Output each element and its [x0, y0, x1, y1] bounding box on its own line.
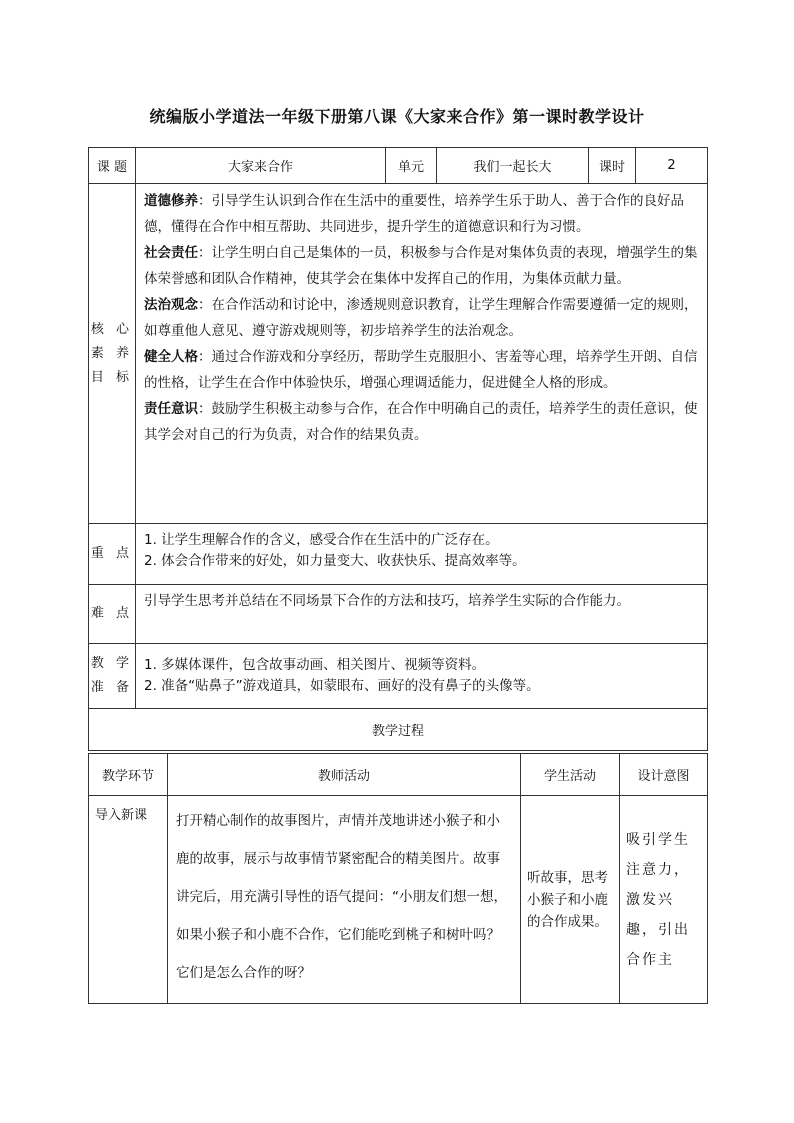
stage-cell: 导入新课	[89, 796, 168, 1004]
goal-law: 法治观念：在合作活动和讨论中，渗透规则意识教育，让学生理解合作需要遵循一定的规则，如尊重他人意见、遵守游戏规则等，初步培养学生的法治观念。	[144, 297, 698, 339]
table-row	[89, 796, 708, 1004]
key-points-content	[136, 524, 708, 585]
unit-value: 我们一起长大	[437, 148, 589, 184]
key-points-label: 重 点	[89, 524, 136, 585]
unit-label: 单元	[386, 148, 437, 184]
process-title: 教学过程	[89, 709, 708, 751]
goal-moral: 道德修养：引导学生认识到合作在生活中的重要性，培养学生乐于助人、善于合作的良好品德，懂得在合作中相互帮助、共同进步，提升学生的道德意识和行为习惯。	[144, 193, 684, 235]
goal-responsibility: 责任意识：鼓励学生积极主动参与合作，在合作中明确自己的责任，培养学生的责任意识，使其学会对自己的行为负责，对合作的结果负责。	[144, 401, 698, 443]
goal-personality: 健全人格：通过合作游戏和分享经历，帮助学生克服胆小、害羞等心理，培养学生开朗、自信的性格，让学生在合作中体验快乐，增强心理调适能力，促进健全人格的形成。	[144, 349, 698, 391]
goal-social: 社会责任：让学生明白自己是集体的一员，积极参与合作是对集体负责的表现，增强学生的集体荣誉感和团队合作精神，使其学会在集体中发挥自己的作用，为集体贡献力量。	[144, 245, 698, 287]
key-point-item: 1. 让学生理解合作的含义，感受合作在生活中的广泛存在。	[144, 532, 499, 548]
periods-label: 课时	[589, 148, 636, 184]
core-literacy-label: 核 心 素 养 目 标	[89, 184, 136, 524]
preparation-item: 2. 准备“贴鼻子”游戏道具，如蒙眼布、画好的没有鼻子的头像等。	[144, 678, 540, 694]
column-header-intent: 设计意图	[620, 754, 708, 796]
design-intent-cell: 吸引学生注意力，激发兴趣，引出合作主	[620, 796, 708, 1004]
preparation-content	[136, 644, 708, 709]
core-literacy-goals	[136, 184, 708, 524]
document-title: 统编版小学道法一年级下册第八课《大家来合作》第一课时教学设计	[149, 107, 645, 126]
process-table	[88, 753, 708, 1004]
teacher-activity-cell: 打开精心制作的故事图片，声情并茂地讲述小猴子和小鹿的故事，展示与故事情节紧密配合的精美图片。故事讲完后，用充满引导性的语气提问：“小朋友们想一想，如果小猴子和小鹿不合作，它们能吃到桃子和树叶吗？它们是怎么合作的呀？	[168, 796, 521, 1004]
column-header-student: 学生活动	[521, 754, 620, 796]
lesson-plan-table	[88, 147, 708, 751]
preparation-item: 1. 多媒体课件，包含故事动画、相关图片、视频等资料。	[144, 657, 486, 673]
preparation-label: 教 学 准 备	[89, 644, 136, 709]
key-point-item: 2. 体会合作带来的好处，如力量变大、收获快乐、提高效率等。	[144, 553, 526, 569]
student-activity-cell: 听故事，思考小猴子和小鹿的合作成果。	[521, 796, 620, 1004]
column-header-stage: 教学环节	[89, 754, 168, 796]
topic-label: 课 题	[89, 148, 136, 184]
difficulties-label: 难 点	[89, 585, 136, 644]
topic-value: 大家来合作	[136, 148, 386, 184]
column-header-teacher: 教师活动	[168, 754, 521, 796]
difficulties-content: 引导学生思考并总结在不同场景下合作的方法和技巧，培养学生实际的合作能力。	[136, 585, 708, 644]
periods-value: 2	[636, 148, 708, 184]
